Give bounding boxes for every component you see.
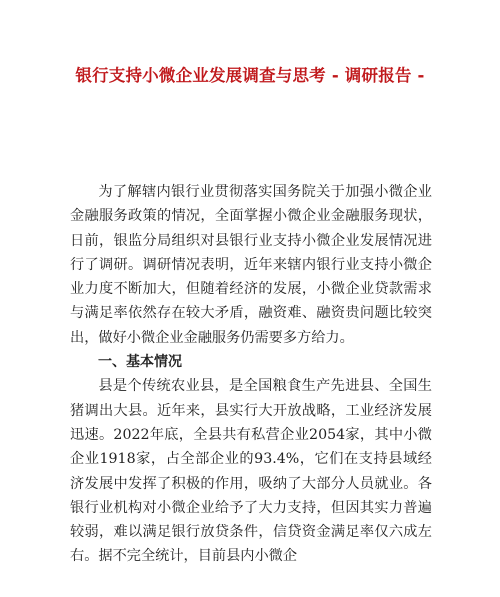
document-title: 银行支持小微企业发展调查与思考 - 调研报告 - <box>75 66 425 85</box>
intro-paragraph: 为了解辖内银行业贯彻落实国务院关于加强小微企业金融服务政策的情况，全面掌握小微企业金融服务现状，日前，银监分局组织对县银行业支持小微企业发展情况进行了调研。调研情况表明，近年来辖内银行业支持小微企业力度不断加大，但随着经济的发展，小微企业贷款需求与满足率依然存在较大矛盾，融资难、融资贵问题比较突出，做好小微企业金融服务仍需要多方给力。 <box>70 184 432 346</box>
document-body <box>70 180 432 569</box>
section-heading-basic-situation: 一、基本情况 <box>98 354 182 371</box>
basic-situation-paragraph: 县是个传统农业县，是全国粮食生产先进县、全国生猪调出大县。近年来，县实行大开放战略，工业经济发展迅速。2022年底，全县共有私营企业2054家，其中小微企业1918家，占全部企业的93.4%，它们在支持县域经济发展中发挥了积极的作用，吸纳了大部分人员就业。各银行业机构对小微企业给予了大力支持，但因其实力普遍较弱，难以满足银行放贷条件，信贷资金满足率仅六成左右。据不完全统计，目前县内小微企 <box>70 378 432 565</box>
